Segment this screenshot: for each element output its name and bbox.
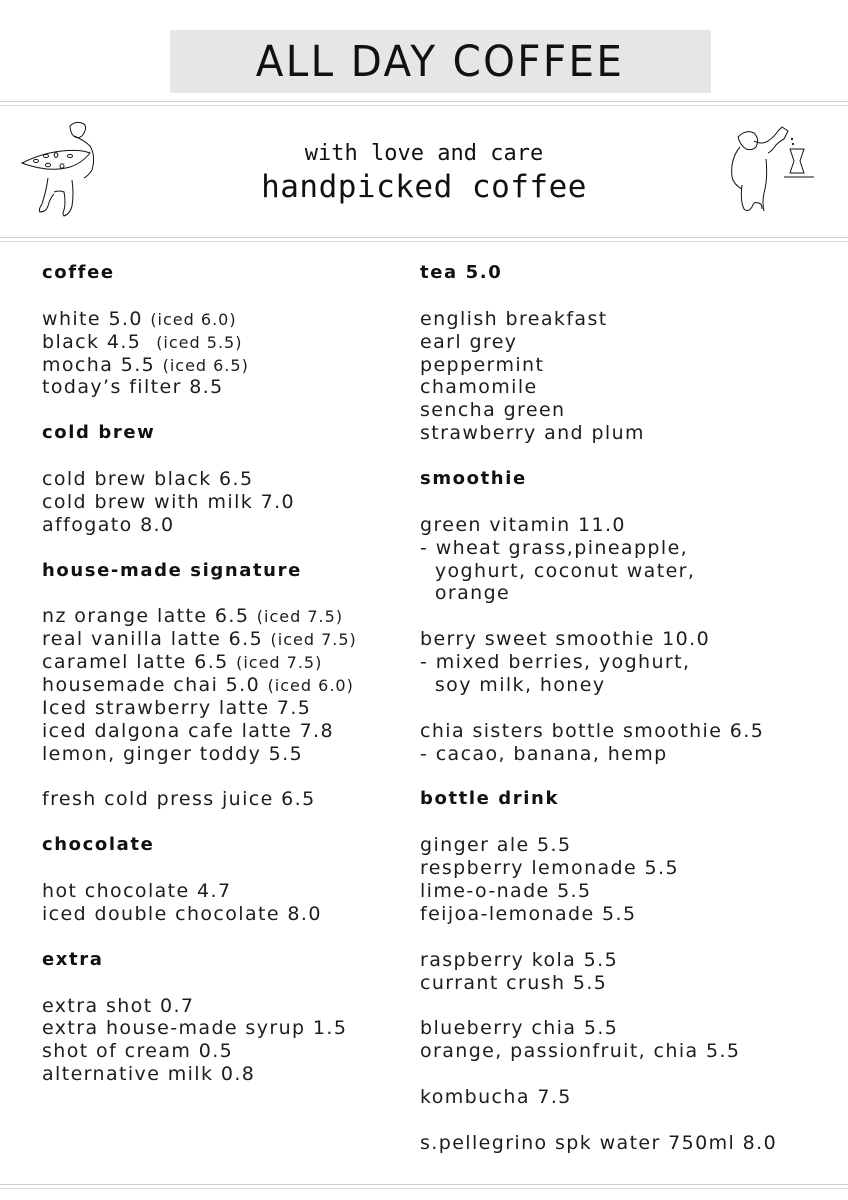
item-name: white 5.0 <box>42 307 143 330</box>
menu-item: english breakfast <box>420 307 608 330</box>
iced-price: (iced 6.0) <box>267 676 354 696</box>
item-description: - cacao, banana, hemp <box>420 742 668 765</box>
menu-item: lime-o-nade 5.5 <box>420 880 592 903</box>
menu-item: s.pellegrino spk water 750ml 8.0 <box>420 1131 778 1154</box>
item-description: - mixed berries, yoghurt, <box>420 651 691 674</box>
menu-item: strawberry and plum <box>420 422 645 445</box>
menu-item: orange, passionfruit, chia 5.5 <box>420 1040 741 1063</box>
menu-item: iced dalgona cafe latte 7.8 <box>42 719 334 742</box>
item-name: black 4.5 <box>42 330 149 353</box>
menu-item: affogato 8.0 <box>42 513 175 536</box>
menu-column-right <box>420 262 840 1155</box>
section-extra <box>42 949 412 1086</box>
iced-price: (iced 6.5) <box>162 355 249 375</box>
item-name: mocha 5.5 <box>42 353 156 376</box>
iced-price: (iced 7.5) <box>236 653 323 673</box>
menu-item <box>42 674 412 697</box>
menu-item: cold brew black 6.5 <box>42 468 254 491</box>
menu-item: cold brew with milk 7.0 <box>42 490 296 513</box>
section-house-made-signature <box>42 560 412 835</box>
divider-bottom <box>0 1184 848 1189</box>
menu-item: berry sweet smoothie 10.0 <box>420 628 711 651</box>
section-bottle-drink <box>420 788 840 1154</box>
menu-item: hot chocolate 4.7 <box>42 880 232 903</box>
menu-item <box>42 331 412 354</box>
menu-item <box>42 628 412 651</box>
item-name: caramel latte 6.5 <box>42 651 229 674</box>
menu-item: alternative milk 0.8 <box>42 1063 256 1086</box>
menu-item: sencha green <box>420 399 566 422</box>
menu-item: shot of cream 0.5 <box>42 1040 234 1063</box>
menu-item: kombucha 7.5 <box>420 1086 572 1109</box>
section-heading: smoothie <box>420 468 527 490</box>
menu-item: green vitamin 11.0 <box>420 513 626 536</box>
menu-title: ALL DAY COFFEE <box>256 36 625 87</box>
title-banner <box>170 30 711 93</box>
item-name: real vanilla latte 6.5 <box>42 628 264 651</box>
section-heading: extra <box>42 948 104 970</box>
menu-item: iced double chocolate 8.0 <box>42 902 322 925</box>
item-name: housemade chai 5.0 <box>42 674 261 697</box>
item-name: today’s filter 8.5 <box>42 376 224 399</box>
item-description: soy milk, honey <box>420 674 606 697</box>
menu-item: chamomile <box>420 376 538 399</box>
menu-item: chia sisters bottle smoothie 6.5 <box>420 719 765 742</box>
menu-column-left <box>42 262 412 1086</box>
section-heading: house-made signature <box>42 559 302 581</box>
section-tea <box>420 262 840 468</box>
menu-item: Iced strawberry latte 7.5 <box>42 696 312 719</box>
menu-item: raspberry kola 5.5 <box>420 948 619 971</box>
iced-price: (iced 7.5) <box>256 607 344 627</box>
section-heading: coffee <box>42 262 115 283</box>
item-name: nz orange latte 6.5 <box>42 605 250 628</box>
section-smoothie <box>420 468 840 788</box>
menu-item <box>42 605 412 628</box>
menu-item: extra house-made syrup 1.5 <box>42 1017 348 1040</box>
menu-item: currant crush 5.5 <box>420 971 608 994</box>
menu-item: earl grey <box>420 330 518 353</box>
item-description: yoghurt, coconut water, <box>420 559 696 582</box>
menu-item: blueberry chia 5.5 <box>420 1017 619 1040</box>
divider-top <box>0 101 848 106</box>
iced-price: (iced 7.5) <box>270 630 357 650</box>
menu-item: peppermint <box>420 353 545 376</box>
menu-item-juice: fresh cold press juice 6.5 <box>42 788 316 811</box>
section-heading: cold brew <box>42 422 156 444</box>
item-description: - wheat grass,pineapple, <box>420 536 689 559</box>
menu-item <box>42 651 412 674</box>
tagline-love-and-care: with love and care <box>304 141 544 166</box>
menu-item: respberry lemonade 5.5 <box>420 857 679 880</box>
menu-item <box>42 308 412 331</box>
section-heading: chocolate <box>42 834 155 856</box>
menu-item: lemon, ginger toddy 5.5 <box>42 742 304 765</box>
menu-item <box>42 376 412 399</box>
divider-middle <box>0 237 848 242</box>
section-heading: bottle drink <box>420 788 560 810</box>
section-cold-brew <box>42 422 412 559</box>
iced-price: (iced 5.5) <box>156 332 243 352</box>
menu-item: ginger ale 5.5 <box>420 834 572 857</box>
section-chocolate <box>42 834 412 948</box>
menu-item: feijoa-lemonade 5.5 <box>420 902 637 925</box>
iced-price: (iced 6.0) <box>150 309 237 329</box>
item-description: orange <box>420 582 511 605</box>
menu-item: extra shot 0.7 <box>42 994 195 1017</box>
menu-item <box>42 354 412 377</box>
section-coffee <box>42 262 412 422</box>
tagline-handpicked-coffee: handpicked coffee <box>261 169 587 205</box>
section-heading: tea 5.0 <box>420 262 503 283</box>
